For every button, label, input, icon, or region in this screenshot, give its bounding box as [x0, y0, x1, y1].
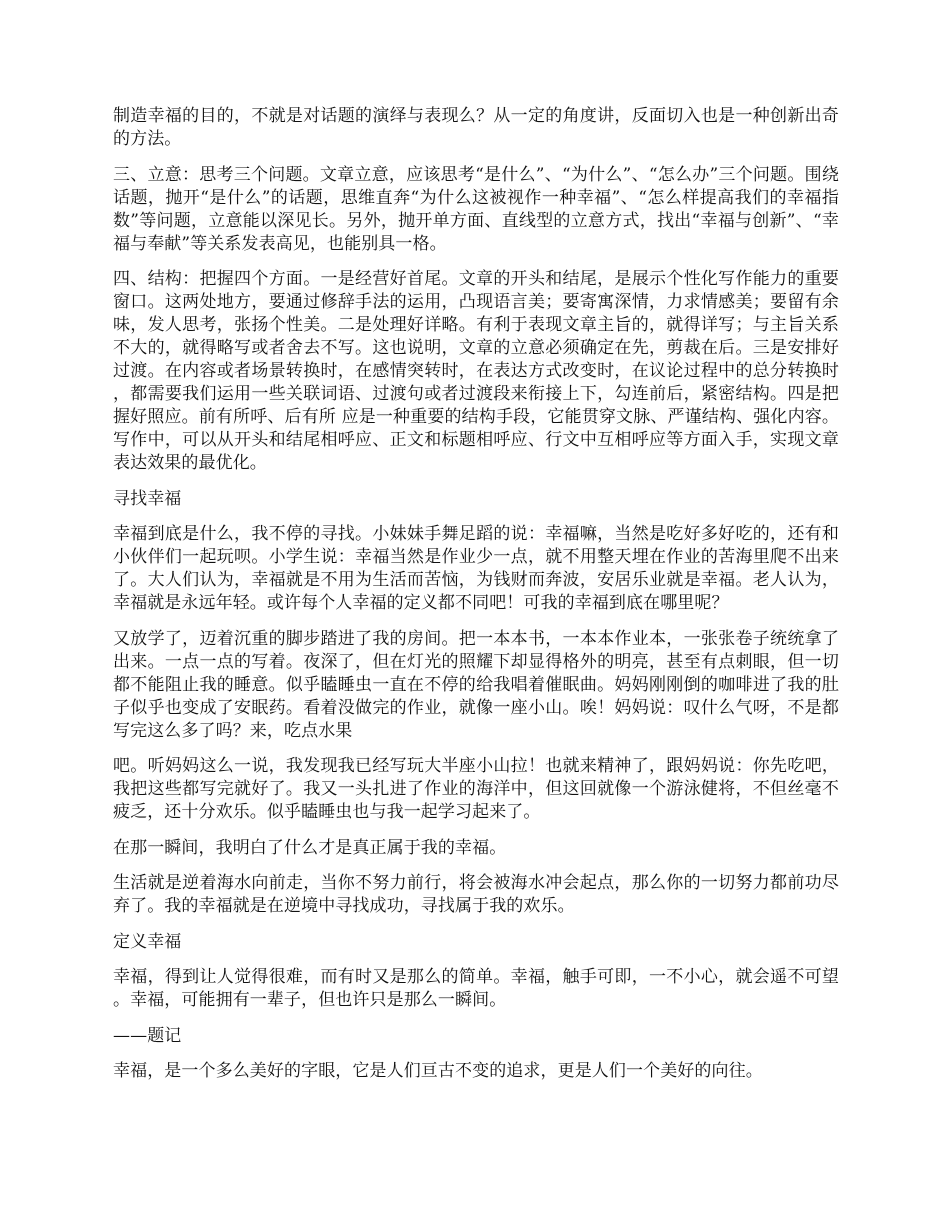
epigraph-label: ——题记 — [113, 1025, 182, 1046]
paragraph-section-four-structure: 四、结构：把握四个方面。一是经营好首尾。文章的开头和结尾，是展示个性化写作能力的重要窗口。这两处地方，要通过修辞手法的运用，凸现语言美；要寄寓深情，力求情感美；要留有余味，发人思考，张扬个性美。二是处理好详略。有利于表现文章主旨的，就得详写；与主旨关系不大的，就得略写或者舍去不写。这也说明，文章的立意必须确定在先，剪裁在后。三是安排好过渡。在内容或者场景转换时，在感情突转时，在表达方式改变时，在议论过程中的总分转换时，都需要我们运用一些关联词语、过渡句或者过渡段来衔接上下，勾连前后，紧密结构。四是把握好照应。前有所呼、后有所 应是一种重要的结构手段，它能贯穿文脉、严谨结构、强化内容。写作中，可以从开头和结尾相呼应、正文和标题相呼应、行文中互相呼应等方面入手，实现文章表达效果的最优化。 — [113, 269, 839, 473]
paragraph-mother-talk: 吧。听妈妈这么一说，我发现我已经写玩大半座小山拉！也就来精神了，跟妈妈说：你先吃吧，我把这些都写完就好了。我又一头扎进了作业的海洋中，但这回就像一个游泳健将，不但丝毫不疲乏，还十分欢乐。似乎瞌睡虫也与我一起学习起来了。 — [113, 756, 839, 822]
paragraph-happiness-definition: 幸福，得到让人觉得很难，而有时又是那么的简单。幸福，触手可即，一不小心，就会遥不可望。幸福，可能拥有一辈子，但也许只是那么一瞬间。 — [113, 967, 839, 1010]
paragraph-intro-conclusion: 制造幸福的目的，不就是对话题的演绎与表现么？从一定的角度讲，反面切入也是一种创新出奇的方法。 — [113, 106, 839, 149]
document-body — [113, 105, 839, 1096]
heading-define-happiness: 定义幸福 — [113, 931, 182, 952]
paragraph-section-three-theme: 三、立意：思考三个问题。文章立意，应该思考“是什么”、“为什么”、“怎么办”三个问题。围绕话题，抛开“是什么”的话题，思维直奔“为什么这被视作一种幸福”、“怎么样提高我们的幸福指数”等问题，立意能以深见长。另外，抛开单方面、直线型的立意方式，找出“幸福与创新”、“幸福与奉献”等关系发表高见，也能别具一格。 — [113, 164, 839, 254]
paragraph-what-is-happiness: 幸福到底是什么，我不停的寻找。小妹妹手舞足蹈的说：幸福嘛，当然是吃好多好吃的，还有和小伙伴们一起玩呗。小学生说：幸福当然是作业少一点，就不用整天埋在作业的苦海里爬不出来了。大人们认为，幸福就是不用为生活而苦恼，为钱财而奔波，安居乐业就是幸福。老人认为，幸福就是永远年轻。或许每个人幸福的定义都不同吧！可我的幸福到底在哪里呢？ — [113, 524, 839, 613]
heading-seek-happiness: 寻找幸福 — [113, 488, 182, 509]
paragraph-realization: 在那一瞬间，我明白了什么才是真正属于我的幸福。 — [113, 837, 507, 858]
paragraph-happiness-pursuit: 幸福，是一个多么美好的字眼，它是人们亘古不变的追求，更是人们一个美好的向往。 — [113, 1061, 763, 1081]
paragraph-after-school: 又放学了，迈着沉重的脚步踏进了我的房间。把一本本书，一本本作业本，一张张卷子统统拿了出来。一点一点的写着。夜深了，但在灯光的照耀下却显得格外的明亮，甚至有点刺眼，但一切都不能阻止我的睡意。似乎瞌睡虫一直在不停的给我唱着催眠曲。妈妈刚刚倒的咖啡进了我的肚子似乎也变成了安眠药。看着没做完的作业，就像一座小山。唉！妈妈说：叹什么气呀，不是都写完这么多了吗？来，吃点水果 — [113, 628, 839, 741]
paragraph-life-against-tide: 生活就是逆着海水向前走，当你不努力前行，将会被海水冲会起点，那么你的一切努力都前功尽弃了。我的幸福就是在逆境中寻找成功，寻找属于我的欢乐。 — [113, 873, 839, 916]
